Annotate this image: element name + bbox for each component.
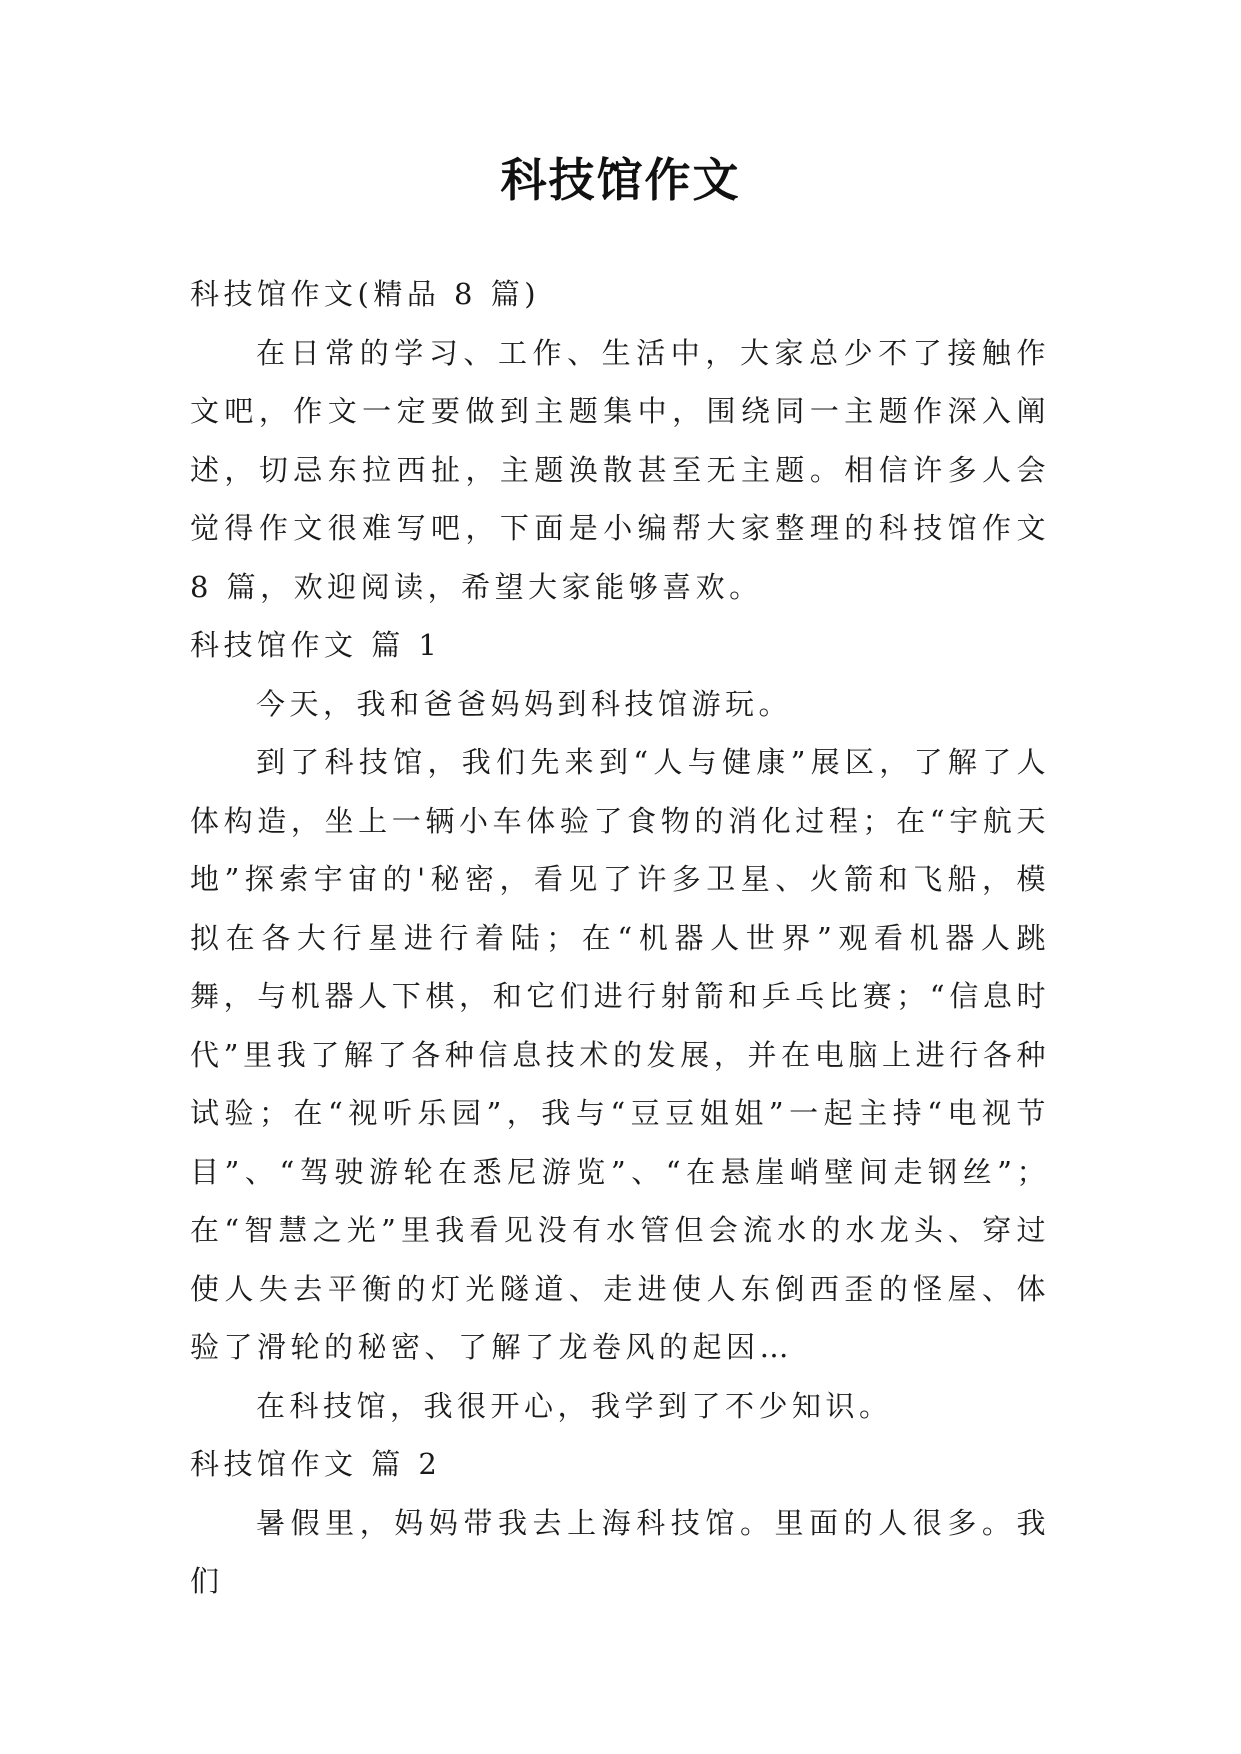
- section-1-heading: 科技馆作文 篇 1: [190, 628, 442, 662]
- section-1-paragraph-1: 今天，我和爸爸妈妈到科技馆游玩。: [256, 686, 793, 721]
- section-2-paragraph-1: 暑假里，妈妈带我去上海科技馆。里面的人很多。我们: [190, 1505, 1050, 1598]
- section-1-paragraph-2: 到了科技馆，我们先来到“人与健康”展区，了解了人体构造，坐上一辆小车体验了食物的消化过程；在“宇航天地”探索宇宙的'秘密，看见了许多卫星、火箭和飞船，模拟在各大行星进行着陆；在“机器人世界”观看机器人跳舞，与机器人下棋，和它们进行射箭和乒乓比赛；“信息时代”里我了解了各种信息技术的发展，并在电脑上进行各种试验；在“视听乐园”，我与“豆豆姐姐”一起主持“电视节目”、“驾驶游轮在悉尼游览”、“在悬崖峭壁间走钢丝”；在“智慧之光”里我看见没有水管但会流水的水龙头、穿过使人失去平衡的灯光隧道、走进使人东倒西歪的怪屋、体验了滑轮的秘密、了解了龙卷风的起因…: [190, 745, 1050, 1364]
- document-body: [190, 265, 1050, 1611]
- section-2-heading: 科技馆作文 篇 2: [190, 1447, 442, 1481]
- section-1-paragraph-3: 在科技馆，我很开心，我学到了不少知识。: [256, 1388, 893, 1423]
- document-subtitle: 科技馆作文(精品 8 篇): [190, 277, 541, 311]
- intro-paragraph: 在日常的学习、工作、生活中，大家总少不了接触作文吧，作文一定要做到主题集中，围绕同一主题作深入阐述，切忌东拉西扯，主题涣散甚至无主题。相信许多人会觉得作文很难写吧，下面是小编帮大家整理的科技馆作文 8 篇，欢迎阅读，希望大家能够喜欢。: [190, 335, 1050, 604]
- document-title: 科技馆作文: [500, 153, 741, 207]
